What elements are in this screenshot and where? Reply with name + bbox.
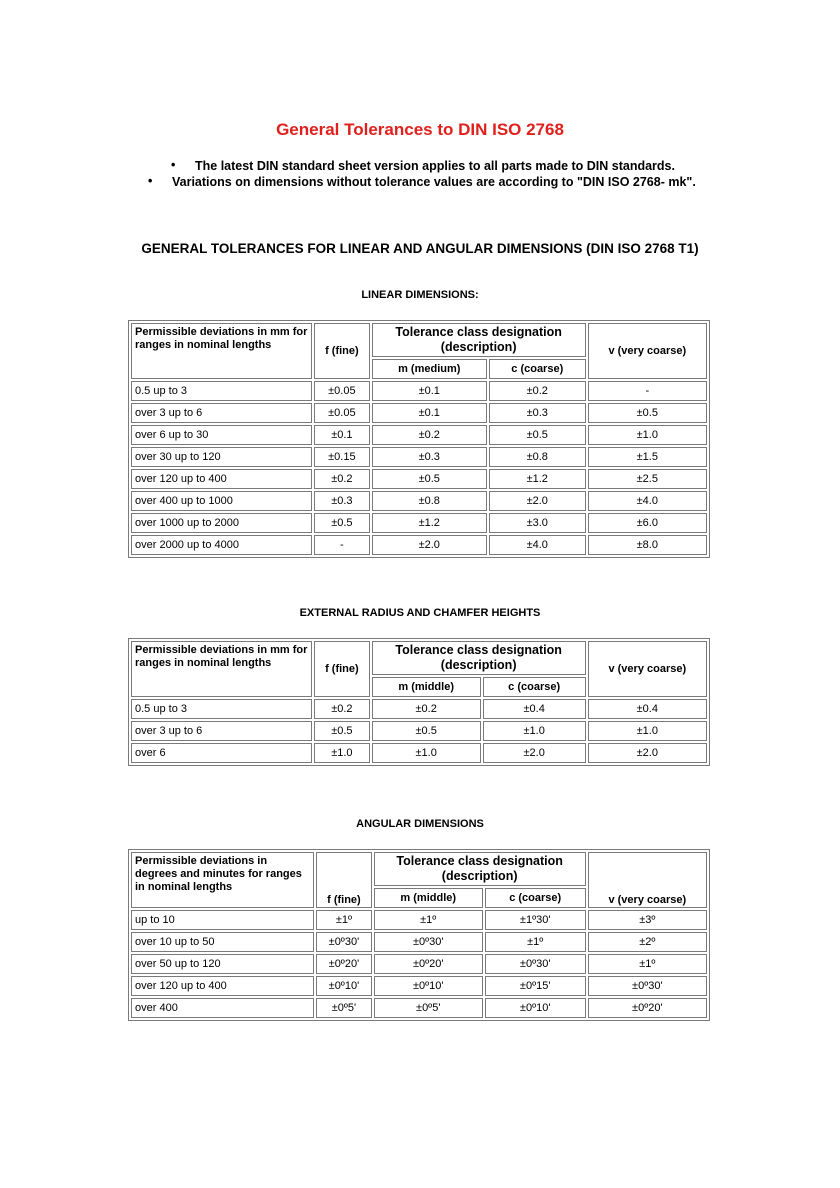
range-cell: 0.5 up to 3 [131,699,312,719]
coarse-cell: ±0.2 [489,381,586,401]
medium-cell: ±0.1 [372,403,487,423]
range-cell: over 400 [131,998,314,1018]
coarse-cell: ±3.0 [489,513,586,533]
fine-cell: ±0º5' [316,998,372,1018]
range-cell: over 6 up to 30 [131,425,312,445]
table-row [131,425,707,445]
range-cell: over 2000 up to 4000 [131,535,312,555]
fine-cell: - [314,535,370,555]
table-row [131,910,707,930]
fine-cell: ±0.2 [314,469,370,489]
medium-cell: ±0.2 [372,699,481,719]
fine-cell: ±0.1 [314,425,370,445]
list-item [148,174,696,189]
medium-cell: ±0.1 [372,381,487,401]
very-coarse-cell: ±2.5 [588,469,707,489]
very-coarse-cell: ±0º30' [588,976,707,996]
header-very-coarse: v (very coarse) [588,641,707,697]
range-cell: over 3 up to 6 [131,403,312,423]
radius-chamfer-table [128,638,710,766]
range-cell: 0.5 up to 3 [131,381,312,401]
coarse-cell: ±0.3 [489,403,586,423]
very-coarse-cell: ±8.0 [588,535,707,555]
fine-cell: ±0.3 [314,491,370,511]
medium-cell: ±1º [374,910,483,930]
range-cell: over 10 up to 50 [131,932,314,952]
header-tolerance-class: Tolerance class designation (description) [372,641,586,675]
coarse-cell: ±0º30' [485,954,586,974]
header-ranges: Permissible deviations in degrees and minutes for ranges in nominal lengths [131,852,314,908]
header-ranges: Permissible deviations in mm for ranges in nominal lengths [131,641,312,697]
range-cell: over 50 up to 120 [131,954,314,974]
range-cell: over 120 up to 400 [131,976,314,996]
very-coarse-cell: ±1.0 [588,425,707,445]
table-row [131,721,707,741]
coarse-cell: ±1.2 [489,469,586,489]
list-item [171,158,675,173]
medium-cell: ±2.0 [372,535,487,555]
page-title: General Tolerances to DIN ISO 2768 [276,120,564,139]
table-row [131,932,707,952]
fine-cell: ±0.5 [314,513,370,533]
very-coarse-cell: ±0.5 [588,403,707,423]
fine-cell: ±0.5 [314,721,370,741]
header-coarse: c (coarse) [485,888,586,908]
linear-table-title: LINEAR DIMENSIONS: [361,289,479,301]
table-row [131,381,707,401]
section-heading: GENERAL TOLERANCES FOR LINEAR AND ANGULAR DIMENSIONS (DIN ISO 2768 T1) [141,241,699,256]
range-cell: up to 10 [131,910,314,930]
medium-cell: ±0.3 [372,447,487,467]
table-row [131,998,707,1018]
linear-dimensions-table [128,320,710,558]
header-ranges: Permissible deviations in mm for ranges in nominal lengths [131,323,312,379]
header-fine: f (fine) [314,323,370,379]
table-row [131,954,707,974]
fine-cell: ±0.2 [314,699,370,719]
very-coarse-cell: ±1.0 [588,721,707,741]
very-coarse-cell: ±1.5 [588,447,707,467]
header-medium: m (medium) [372,359,487,379]
fine-cell: ±1.0 [314,743,370,763]
fine-cell: ±0º20' [316,954,372,974]
medium-cell: ±0.8 [372,491,487,511]
fine-cell: ±1º [316,910,372,930]
range-cell: over 6 [131,743,312,763]
coarse-cell: ±1º [485,932,586,952]
very-coarse-cell: ±2º [588,932,707,952]
radius-table-title: EXTERNAL RADIUS AND CHAMFER HEIGHTS [299,607,541,619]
header-very-coarse: v (very coarse) [588,323,707,379]
coarse-cell: ±1º30' [485,910,586,930]
note-text: Variations on dimensions without tolerance values are according to "DIN ISO 2768- mk". [172,175,696,189]
very-coarse-cell: - [588,381,707,401]
angular-dimensions-table [128,849,710,1021]
medium-cell: ±0º5' [374,998,483,1018]
table-row [131,403,707,423]
coarse-cell: ±1.0 [483,721,586,741]
header-middle: m (middle) [372,677,481,697]
fine-cell: ±0.15 [314,447,370,467]
table-header-row [131,323,707,357]
coarse-cell: ±2.0 [489,491,586,511]
medium-cell: ±0.5 [372,469,487,489]
coarse-cell: ±0º10' [485,998,586,1018]
fine-cell: ±0º30' [316,932,372,952]
medium-cell: ±0.5 [372,721,481,741]
table-row [131,976,707,996]
medium-cell: ±0º20' [374,954,483,974]
medium-cell: ±1.0 [372,743,481,763]
note-text: The latest DIN standard sheet version applies to all parts made to DIN standards. [195,159,675,173]
table-row [131,699,707,719]
range-cell: over 30 up to 120 [131,447,312,467]
bullet-icon: • [171,158,176,172]
coarse-cell: ±0.4 [483,699,586,719]
very-coarse-cell: ±2.0 [588,743,707,763]
range-cell: over 3 up to 6 [131,721,312,741]
angular-table-title: ANGULAR DIMENSIONS [356,818,484,830]
coarse-cell: ±0.8 [489,447,586,467]
range-cell: over 120 up to 400 [131,469,312,489]
header-fine: f (fine) [316,852,372,908]
very-coarse-cell: ±0.4 [588,699,707,719]
header-tolerance-class: Tolerance class designation (description) [374,852,586,886]
fine-cell: ±0.05 [314,381,370,401]
coarse-cell: ±0.5 [489,425,586,445]
very-coarse-cell: ±3º [588,910,707,930]
range-cell: over 400 up to 1000 [131,491,312,511]
table-row [131,535,707,555]
very-coarse-cell: ±0º20' [588,998,707,1018]
header-coarse: c (coarse) [489,359,586,379]
medium-cell: ±0º30' [374,932,483,952]
very-coarse-cell: ±4.0 [588,491,707,511]
range-cell: over 1000 up to 2000 [131,513,312,533]
fine-cell: ±0.05 [314,403,370,423]
header-middle: m (middle) [374,888,483,908]
table-header-row [131,641,707,675]
table-row [131,743,707,763]
header-coarse: c (coarse) [483,677,586,697]
header-fine: f (fine) [314,641,370,697]
coarse-cell: ±2.0 [483,743,586,763]
table-row [131,491,707,511]
medium-cell: ±1.2 [372,513,487,533]
bullet-icon: • [148,174,153,188]
coarse-cell: ±4.0 [489,535,586,555]
header-tolerance-class: Tolerance class designation (description) [372,323,586,357]
header-very-coarse: v (very coarse) [588,852,707,908]
medium-cell: ±0.2 [372,425,487,445]
table-header-row [131,852,707,886]
coarse-cell: ±0º15' [485,976,586,996]
very-coarse-cell: ±6.0 [588,513,707,533]
table-row [131,469,707,489]
table-row [131,447,707,467]
table-row [131,513,707,533]
very-coarse-cell: ±1º [588,954,707,974]
fine-cell: ±0º10' [316,976,372,996]
medium-cell: ±0º10' [374,976,483,996]
